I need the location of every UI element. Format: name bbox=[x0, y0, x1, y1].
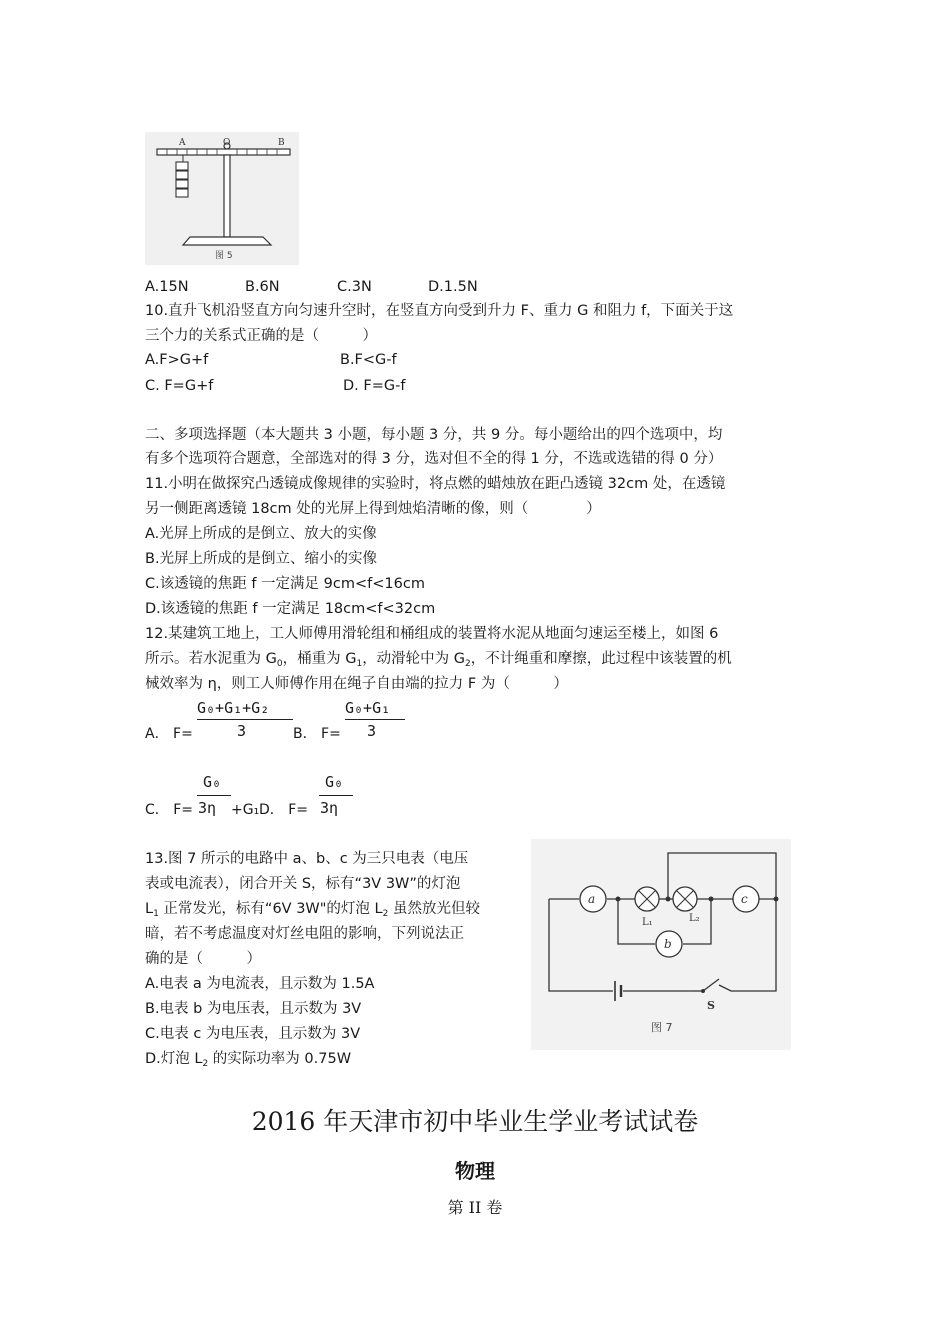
volume-title: 第 II 卷 bbox=[447, 1198, 503, 1217]
meter-a-label: a bbox=[588, 892, 596, 906]
q13-option-b: B.电表 b 为电压表，且示数为 3V bbox=[145, 1001, 362, 1017]
label-o: O bbox=[223, 138, 231, 148]
q11-line-2: 另一侧距离透镜 18cm 处的光屏上得到烛焰清晰的像，则（ ） bbox=[145, 501, 601, 517]
q11-line-1: 11.小明在做探究凸透镜成像规律的实验时，将点燃的蜡烛放在距凸透镜 32cm 处，在透镜 bbox=[145, 476, 726, 492]
q10-option-b: B.F<G-f bbox=[340, 352, 397, 368]
q12-option-d-fraction-bar bbox=[319, 795, 353, 796]
label-b: B bbox=[278, 138, 285, 148]
q13-line-3: $L_1$ 正常发光，标有“6V 3W"的灯泡 $L_2$ 虽然放光但较 bbox=[145, 901, 480, 919]
q13-option-d: D.灯泡 $L_2$ 的实际功率为 0.75W bbox=[145, 1051, 352, 1069]
q10-option-a: A.F>G+f bbox=[145, 352, 209, 368]
subject-title: 物理 bbox=[455, 1159, 495, 1183]
switch-label: S bbox=[707, 999, 715, 1012]
fig7-caption: 图 7 bbox=[651, 1021, 673, 1034]
q10-option-d: D. F=G-f bbox=[343, 378, 406, 394]
figure-7-circuit bbox=[531, 839, 791, 1050]
q11-option-c: C.该透镜的焦距 f 一定满足 9cm<f<16cm bbox=[145, 576, 425, 592]
section-2-line-2: 有多个选项符合题意，全部选对的得 3 分，选对但不全的得 1 分，不选或选错的得 0 分） bbox=[145, 451, 723, 467]
q13-line-1: 13.图 7 所示的电路中 a、b、c 为三只电表（电压 bbox=[145, 851, 469, 867]
q12-option-a-denominator: 3 bbox=[237, 722, 247, 740]
q9-option-c: C.3N bbox=[337, 279, 372, 295]
q12-line-1: 12.某建筑工地上，工人师傅用滑轮组和桶组成的装置将水泥从地面匀速运至楼上，如图 6 bbox=[145, 626, 719, 642]
q12-line-3: 械效率为 η，则工人师傅作用在绳子自由端的拉力 F 为（ ） bbox=[145, 676, 568, 692]
q12-option-d-label: D． F= bbox=[259, 802, 309, 818]
exam-title: 2016 年天津市初中毕业生学业考试试卷 bbox=[251, 1107, 699, 1136]
q9-option-d: D.1.5N bbox=[428, 279, 478, 295]
q11-option-a: A.光屏上所成的是倒立、放大的实像 bbox=[145, 526, 377, 542]
q9-option-b: B.6N bbox=[245, 279, 280, 295]
q12-options-ab bbox=[145, 697, 445, 747]
lamp-l1-label: L₁ bbox=[642, 917, 653, 928]
q13-line-5: 确的是（ ） bbox=[145, 951, 261, 967]
q12-option-b-numerator: G₀+G₁ bbox=[345, 699, 391, 717]
q11-option-b: B.光屏上所成的是倒立、缩小的实像 bbox=[145, 551, 378, 567]
q12-option-b-label: B． F= bbox=[293, 726, 341, 742]
lamp-l2-label: L₂ bbox=[689, 913, 700, 924]
q12-options-cd bbox=[145, 771, 445, 823]
q13-option-c: C.电表 c 为电压表，且示数为 3V bbox=[145, 1026, 361, 1042]
q12-option-d-denominator: 3η bbox=[320, 799, 339, 817]
q12-option-c-label: C． F= bbox=[145, 802, 194, 818]
q10-line-1: 10.直升飞机沿竖直方向匀速升空时，在竖直方向受到升力 F、重力 G 和阻力 f，下面关于这 bbox=[145, 303, 734, 319]
q12-option-a-label: A． F= bbox=[145, 726, 193, 742]
q12-option-a-numerator: G₀+G₁+G₂ bbox=[197, 699, 270, 717]
q12-line-2: 所示。若水泥重为 $G_0$，桶重为 $G_1$，动滑轮中为 $G_2$，不计绳重和摩擦，此过程中该装置的机 bbox=[145, 651, 732, 669]
q12-option-b-denominator: 3 bbox=[367, 722, 377, 740]
q10-line-2: 三个力的关系式正确的是（ ） bbox=[145, 328, 377, 344]
q12-option-c-tail: +G₁ bbox=[231, 802, 260, 818]
figure-5-lever bbox=[145, 132, 299, 265]
meter-c-label: c bbox=[741, 892, 748, 906]
meter-b-label: b bbox=[664, 937, 672, 951]
q12-option-c-numerator: G₀ bbox=[203, 773, 222, 791]
circuit-diagram bbox=[531, 839, 791, 1050]
lever-diagram bbox=[145, 132, 299, 265]
fig5-caption: 图 5 bbox=[215, 251, 233, 261]
q12-option-b-fraction-bar bbox=[345, 719, 405, 720]
q11-option-d: D.该透镜的焦距 f 一定满足 18cm<f<32cm bbox=[145, 601, 436, 617]
q12-option-a-fraction-bar bbox=[197, 719, 293, 720]
q13-line-4: 暗，若不考虑温度对灯丝电阻的影响，下列说法正 bbox=[145, 926, 464, 942]
q10-option-c: C. F=G+f bbox=[145, 378, 214, 394]
q12-option-d-numerator: G₀ bbox=[325, 773, 344, 791]
q12-option-c-fraction-bar bbox=[197, 795, 231, 796]
q12-option-c-denominator: 3η bbox=[198, 799, 217, 817]
label-a: A bbox=[179, 138, 186, 148]
section-2-line-1: 二、多项选择题（本大题共 3 小题，每小题 3 分，共 9 分。每小题给出的四个选项中，均 bbox=[145, 427, 723, 443]
q13-line-2: 表或电流表），闭合开关 S，标有“3V 3W”的灯泡 bbox=[145, 876, 461, 892]
q13-option-a: A.电表 a 为电流表，且示数为 1.5A bbox=[145, 976, 375, 992]
q9-option-a: A.15N bbox=[145, 279, 189, 295]
